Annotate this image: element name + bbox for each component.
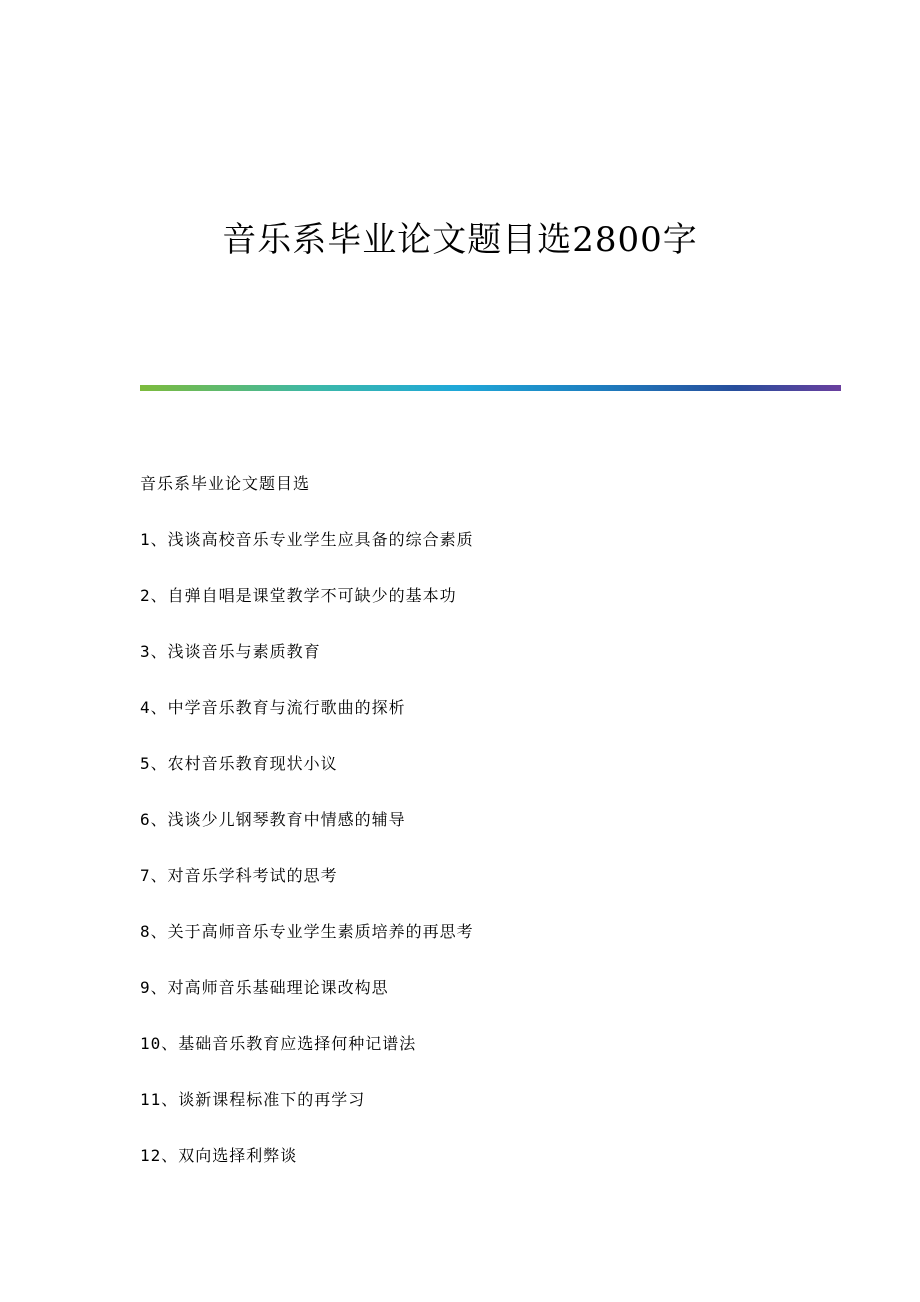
topic-item: 1、浅谈高校音乐专业学生应具备的综合素质 — [140, 530, 474, 549]
gradient-divider — [140, 385, 841, 391]
document-title: 音乐系毕业论文题目选2800字 — [222, 220, 698, 260]
topic-item: 9、对高师音乐基础理论课改构思 — [140, 978, 389, 997]
topic-item: 7、对音乐学科考试的思考 — [140, 866, 338, 885]
section-heading: 音乐系毕业论文题目选 — [140, 474, 311, 493]
topic-item: 11、谈新课程标准下的再学习 — [140, 1090, 366, 1109]
topic-item: 4、中学音乐教育与流行歌曲的探析 — [140, 698, 406, 717]
topic-item: 8、关于高师音乐专业学生素质培养的再思考 — [140, 922, 474, 941]
document-body — [140, 470, 840, 1198]
topic-item: 3、浅谈音乐与素质教育 — [140, 642, 321, 661]
topic-item: 6、浅谈少儿钢琴教育中情感的辅导 — [140, 810, 406, 829]
topic-item: 10、基础音乐教育应选择何种记谱法 — [140, 1034, 417, 1053]
topic-item: 5、农村音乐教育现状小议 — [140, 754, 338, 773]
topic-list — [140, 526, 840, 1170]
topic-item: 2、自弹自唱是课堂教学不可缺少的基本功 — [140, 586, 457, 605]
topic-item: 12、双向选择利弊谈 — [140, 1146, 298, 1165]
